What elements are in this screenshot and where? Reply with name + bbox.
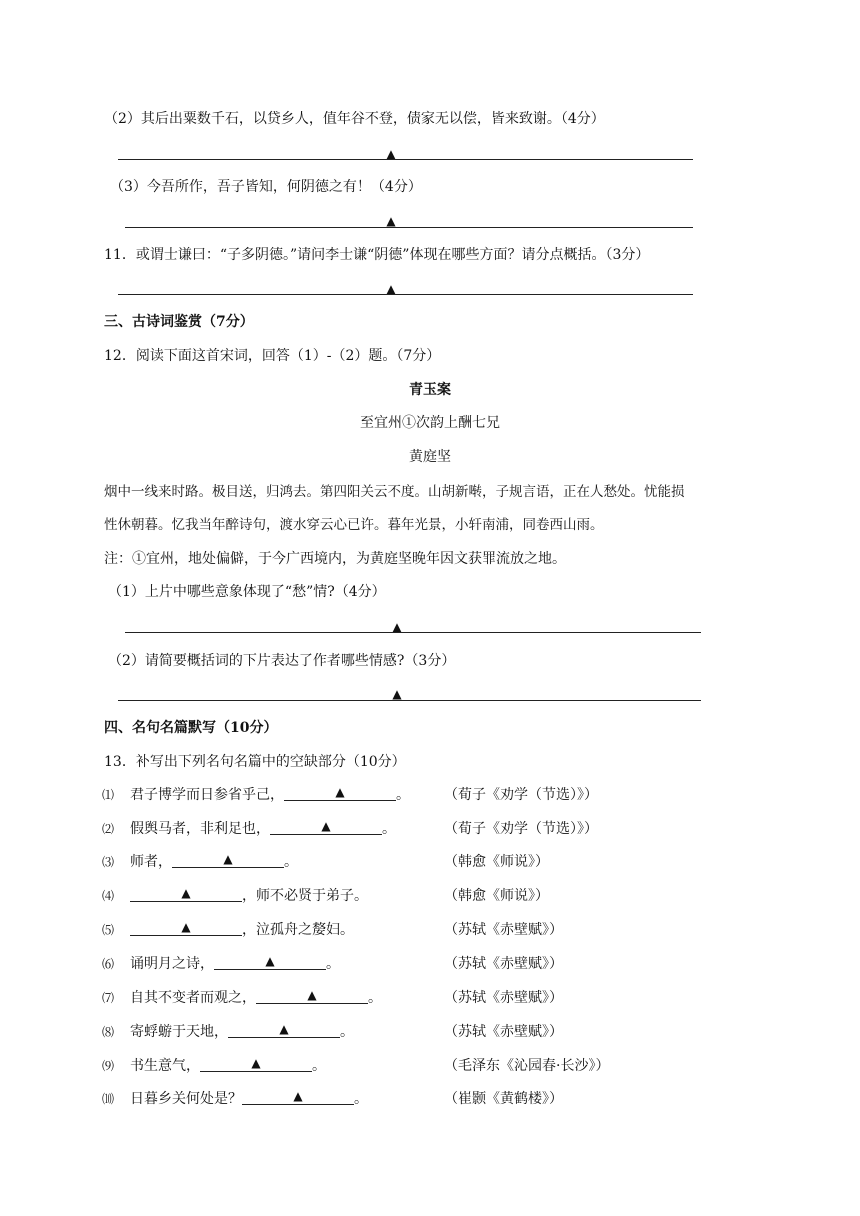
q10-item3-text: （3）今吾所作，吾子皆知，何阴德之有！（4分） xyxy=(110,179,422,195)
verse-before: 假舆马者，非利足也， xyxy=(130,821,270,837)
verse-after: 。 xyxy=(382,821,396,837)
fill-blank[interactable] xyxy=(242,1088,354,1105)
item-text xyxy=(130,851,298,873)
answer-marker: ▲ xyxy=(293,1089,303,1103)
item-text xyxy=(130,784,410,806)
answer-marker: ▲ xyxy=(279,1022,289,1036)
fill-blank[interactable] xyxy=(284,784,396,801)
item-text xyxy=(130,987,382,1009)
item-number: ⑸ xyxy=(102,923,115,937)
fill-blank[interactable] xyxy=(172,851,284,868)
answer-marker: ▲ xyxy=(181,920,191,934)
answer-marker: ▲ xyxy=(251,1056,261,1070)
item-number: ⑴ xyxy=(102,788,115,802)
item-text xyxy=(130,1021,354,1043)
verse-after: 。 xyxy=(284,854,298,870)
item-number: ⑺ xyxy=(102,991,115,1005)
fill-blank[interactable] xyxy=(200,1055,312,1072)
item-source: （崔颢《黄鹤楼》） xyxy=(444,1091,563,1107)
poem-author: 黄庭坚 xyxy=(409,449,451,465)
answer-marker: ▲ xyxy=(392,687,402,701)
item-source: （苏轼《赤壁赋》） xyxy=(444,922,563,938)
answer-marker: ▲ xyxy=(386,214,396,228)
item-source: （毛泽东《沁园春·长沙》） xyxy=(444,1058,610,1074)
answer-line-q10-3[interactable] xyxy=(125,227,693,228)
item-number: ⑶ xyxy=(102,855,115,869)
answer-marker: ▲ xyxy=(321,819,331,833)
item-text xyxy=(130,1088,368,1110)
poem-subtitle: 至宜州①次韵上酬七兄 xyxy=(360,415,500,431)
verse-after: ，师不必贤于弟子。 xyxy=(242,888,368,904)
item-number: ⑵ xyxy=(102,822,115,836)
verse-before: 师者， xyxy=(130,854,172,870)
verse-after: 。 xyxy=(340,1024,354,1040)
q13-intro: 13．补写出下列名句名篇中的空缺部分（10分） xyxy=(104,754,406,770)
q12-sub2: （2）请简要概括词的下片表达了作者哪些情感?（3分） xyxy=(108,653,456,669)
item-source: （荀子《劝学（节选）》） xyxy=(444,821,598,837)
poem-title: 青玉案 xyxy=(409,382,451,398)
fill-blank[interactable] xyxy=(228,1021,340,1038)
poem-note: 注：①宜州，地处偏僻，于今广西境内，为黄庭坚晚年因文获罪流放之地。 xyxy=(104,551,566,567)
verse-after: 。 xyxy=(312,1058,326,1074)
verse-before: 君子博学而日参省乎己， xyxy=(130,787,284,803)
item-source: （苏轼《赤壁赋》） xyxy=(444,1024,563,1040)
fill-blank[interactable] xyxy=(214,953,326,970)
fill-blank[interactable] xyxy=(256,987,368,1004)
verse-after: 。 xyxy=(396,787,410,803)
poem-line-1: 烟中一线来时路。极目送，归鸿去。第四阳关云不度。山胡新啭，子规言语，正在人愁处。忧能损 xyxy=(104,484,685,500)
answer-line-q10-2[interactable] xyxy=(118,159,693,160)
answer-line-q12-2[interactable] xyxy=(118,700,701,701)
item-text xyxy=(130,818,396,840)
section3-title: 三、古诗词鉴赏（7分） xyxy=(104,314,254,330)
fill-blank[interactable] xyxy=(130,885,242,902)
answer-marker: ▲ xyxy=(265,954,275,968)
answer-line-q12-1[interactable] xyxy=(125,632,701,633)
item-number: ⑻ xyxy=(102,1025,115,1039)
verse-after: ，泣孤舟之嫠妇。 xyxy=(242,922,354,938)
fill-blank[interactable] xyxy=(130,919,242,936)
answer-marker: ▲ xyxy=(386,147,396,161)
item-text xyxy=(130,919,354,941)
item-source: （苏轼《赤壁赋》） xyxy=(444,956,563,972)
item-number: ⑼ xyxy=(102,1059,115,1073)
q11-text: 11．或谓士谦曰：“子多阴德。”请问李士谦“阴德”体现在哪些方面？请分点概括。（3分） xyxy=(104,247,650,263)
answer-marker: ▲ xyxy=(223,852,233,866)
item-text xyxy=(130,885,368,907)
item-text xyxy=(130,953,340,975)
verse-before: 诵明月之诗， xyxy=(130,956,214,972)
verse-before: 自其不变者而观之， xyxy=(130,990,256,1006)
answer-marker: ▲ xyxy=(335,785,345,799)
item-source: （韩愈《师说》） xyxy=(444,854,549,870)
item-source: （苏轼《赤壁赋》） xyxy=(444,990,563,1006)
item-number: ⑷ xyxy=(102,889,115,903)
q12-sub1: （1）上片中哪些意象体现了“愁”情?（4分） xyxy=(108,584,386,600)
verse-after: 。 xyxy=(354,1091,368,1107)
item-number: ⑹ xyxy=(102,957,115,971)
q12-intro: 12．阅读下面这首宋词，回答（1）-（2）题。（7分） xyxy=(104,348,441,364)
poem-line-2: 性休朝暮。忆我当年醉诗句，渡水穿云心已许。暮年光景，小轩南浦，同卷西山雨。 xyxy=(104,517,604,533)
item-number: ⑽ xyxy=(102,1092,115,1106)
answer-marker: ▲ xyxy=(307,988,317,1002)
verse-before: 书生意气， xyxy=(130,1058,200,1074)
verse-after: 。 xyxy=(368,990,382,1006)
answer-marker: ▲ xyxy=(181,886,191,900)
answer-marker: ▲ xyxy=(386,282,396,296)
q10-item2-text: （2）其后出粟数千石，以贷乡人，值年谷不登，债家无以偿，皆来致谢。（4分） xyxy=(104,111,605,127)
item-source: （荀子《劝学（节选）》） xyxy=(444,787,598,803)
fill-blank[interactable] xyxy=(270,818,382,835)
item-source: （韩愈《师说》） xyxy=(444,888,549,904)
verse-after: 。 xyxy=(326,956,340,972)
verse-before: 日暮乡关何处是？ xyxy=(130,1091,242,1107)
section4-title: 四、名句名篇默写（10分） xyxy=(104,720,278,736)
verse-before: 寄蜉蝣于天地， xyxy=(130,1024,228,1040)
answer-marker: ▲ xyxy=(392,620,402,634)
item-text xyxy=(130,1055,326,1077)
answer-line-q11[interactable] xyxy=(118,294,693,295)
